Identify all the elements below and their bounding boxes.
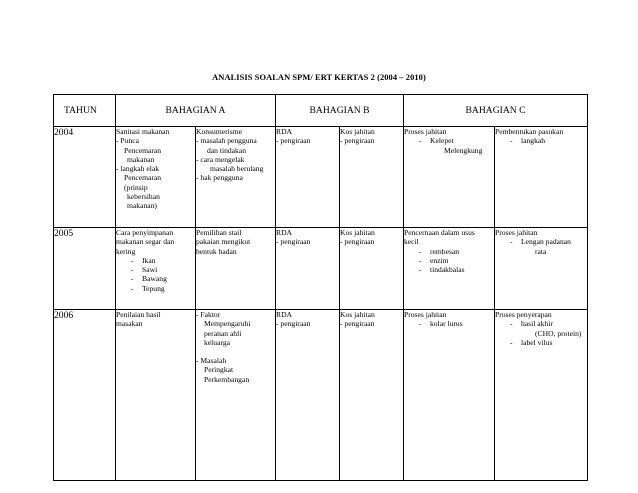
year-cell: 2006 <box>54 310 116 481</box>
cell-text: Penilaian hasil <box>116 310 161 319</box>
cell-text: Perkembangan <box>204 374 250 384</box>
dash-bullet: - <box>419 265 422 275</box>
table-row <box>54 310 588 481</box>
bahagian-a-topic-1 <box>116 127 196 228</box>
cell-text: Sanitasi makanan <box>116 127 170 136</box>
spacer <box>196 347 275 356</box>
cell-text: dan tindakan <box>207 145 247 155</box>
cell-text: keluarga <box>204 337 231 347</box>
dash-bullet: - <box>510 136 513 146</box>
cell-text: langkah <box>521 136 546 146</box>
bahagian-a-topic-1 <box>116 310 196 481</box>
cell-text: Kos jahitan <box>340 310 375 319</box>
dash-bullet: - <box>131 265 134 275</box>
dash-bullet: - <box>131 255 134 265</box>
cell-text: Sawi <box>142 265 158 275</box>
cell-text: - pengiraan <box>340 136 375 146</box>
analysis-table <box>53 94 588 481</box>
bahagian-b-topic-1 <box>276 127 340 228</box>
cell-text: Bawang <box>142 274 167 284</box>
cell-text: Kelepet <box>430 136 454 146</box>
header-bahagian-a: BAHAGIAN A <box>116 95 276 127</box>
cell-text: Kos jahitan <box>340 127 375 136</box>
cell-text: Proses jahitan <box>404 310 447 319</box>
cell-text: label vilus <box>521 337 553 347</box>
cell-text: - pengiraan <box>276 237 311 247</box>
cell-text: hasil akhir <box>521 319 553 329</box>
bahagian-b-topic-2 <box>340 228 404 310</box>
header-row <box>54 95 588 127</box>
cell-text: bentuk badan <box>196 246 237 256</box>
cell-text: Tepung <box>142 283 165 293</box>
cell-text: Konsumerisme <box>196 127 242 136</box>
cell-text: Pemilihan stail <box>196 228 242 237</box>
cell-text: pakaian mengikut <box>196 237 251 247</box>
cell-text: makanan) <box>127 201 157 211</box>
cell-text: (CHO, protein) <box>535 328 582 338</box>
header-bahagian-c: BAHAGIAN C <box>404 95 588 127</box>
cell-text: Ikan <box>142 255 156 265</box>
cell-text: Pembentukan pasukan <box>495 127 564 136</box>
cell-text: - pengiraan <box>276 319 311 329</box>
cell-text: (prinsip <box>124 182 148 192</box>
cell-text: peranan ahli <box>204 328 242 338</box>
bahagian-c-topic-1 <box>404 228 495 310</box>
year-cell: 2004 <box>54 127 116 228</box>
cell-text: masakan <box>116 319 143 329</box>
table-row <box>54 127 588 228</box>
header-tahun: TAHUN <box>54 95 116 127</box>
dash-bullet: - <box>510 237 513 247</box>
dash-bullet: - <box>131 283 134 293</box>
cell-text: Proses penyerapan <box>495 310 552 319</box>
cell-text: - masalah pengguna <box>196 136 257 146</box>
bahagian-c-topic-2 <box>495 228 588 310</box>
table-row <box>54 228 588 310</box>
bahagian-b-topic-2 <box>340 127 404 228</box>
bahagian-c-topic-1 <box>404 310 495 481</box>
page-title: ANALISIS SOALAN SPM/ ERT KERTAS 2 (2004 – 2010) <box>212 73 426 82</box>
cell-text: Melengkung <box>444 145 483 155</box>
cell-text: Peringkat <box>204 365 234 375</box>
dash-bullet: - <box>419 255 422 265</box>
cell-text: RDA <box>276 127 293 136</box>
bahagian-b-topic-1 <box>276 228 340 310</box>
cell-text: Cara penyimpanan <box>116 228 174 237</box>
cell-text: Pencernaan dalam usus <box>404 228 475 237</box>
cell-text: kecil <box>404 237 419 247</box>
cell-text: Pencemaran <box>124 173 162 183</box>
bahagian-b-topic-1 <box>276 310 340 481</box>
cell-text: enzim <box>430 255 449 265</box>
cell-text: - pengiraan <box>340 319 375 329</box>
cell-text: Mempengaruhi <box>204 319 251 329</box>
cell-text: Lengan padanan <box>521 237 571 247</box>
cell-text: Proses jahitan <box>404 127 447 136</box>
cell-text: rembesan <box>430 246 460 256</box>
cell-text: tindakbalas <box>430 265 465 275</box>
bahagian-a-topic-2 <box>196 127 276 228</box>
dash-bullet: - <box>419 319 422 329</box>
cell-text: masalah berulang <box>210 164 264 174</box>
bahagian-c-topic-1 <box>404 127 495 228</box>
header-bahagian-b: BAHAGIAN B <box>276 95 404 127</box>
bahagian-b-topic-2 <box>340 310 404 481</box>
cell-text: RDA <box>276 310 293 319</box>
cell-text: - Faktor <box>196 310 221 319</box>
cell-text: makanan <box>127 154 155 164</box>
dash-bullet: - <box>510 319 513 329</box>
dash-bullet: - <box>510 337 513 347</box>
cell-text: Proses jahitan <box>495 228 538 237</box>
cell-text: makanan segar dan <box>116 237 175 247</box>
cell-text: RDA <box>276 228 293 237</box>
cell-text: kolar lurus <box>430 319 463 329</box>
cell-text: - pengiraan <box>276 136 311 146</box>
bahagian-c-topic-2 <box>495 127 588 228</box>
dash-bullet: - <box>131 274 134 284</box>
bahagian-a-topic-1 <box>116 228 196 310</box>
year-cell: 2005 <box>54 228 116 310</box>
cell-text: kering <box>116 246 136 256</box>
dash-bullet: - <box>419 246 422 256</box>
cell-text: - Masalah <box>196 356 227 366</box>
bahagian-c-topic-2 <box>495 310 588 481</box>
cell-text: - Punca <box>116 136 139 146</box>
cell-text: - hak pengguna <box>196 173 243 183</box>
bahagian-a-topic-2 <box>196 228 276 310</box>
cell-text: - cara mengelak <box>196 154 245 164</box>
cell-text: kebersihan <box>127 192 160 202</box>
bahagian-a-topic-2 <box>196 310 276 481</box>
cell-text: - langkah elak <box>116 164 160 174</box>
cell-text: Pencemaran <box>124 145 162 155</box>
cell-text: - pengiraan <box>340 237 375 247</box>
cell-text: Kos jahitan <box>340 228 375 237</box>
dash-bullet: - <box>419 136 422 146</box>
cell-text: rata <box>535 246 547 256</box>
